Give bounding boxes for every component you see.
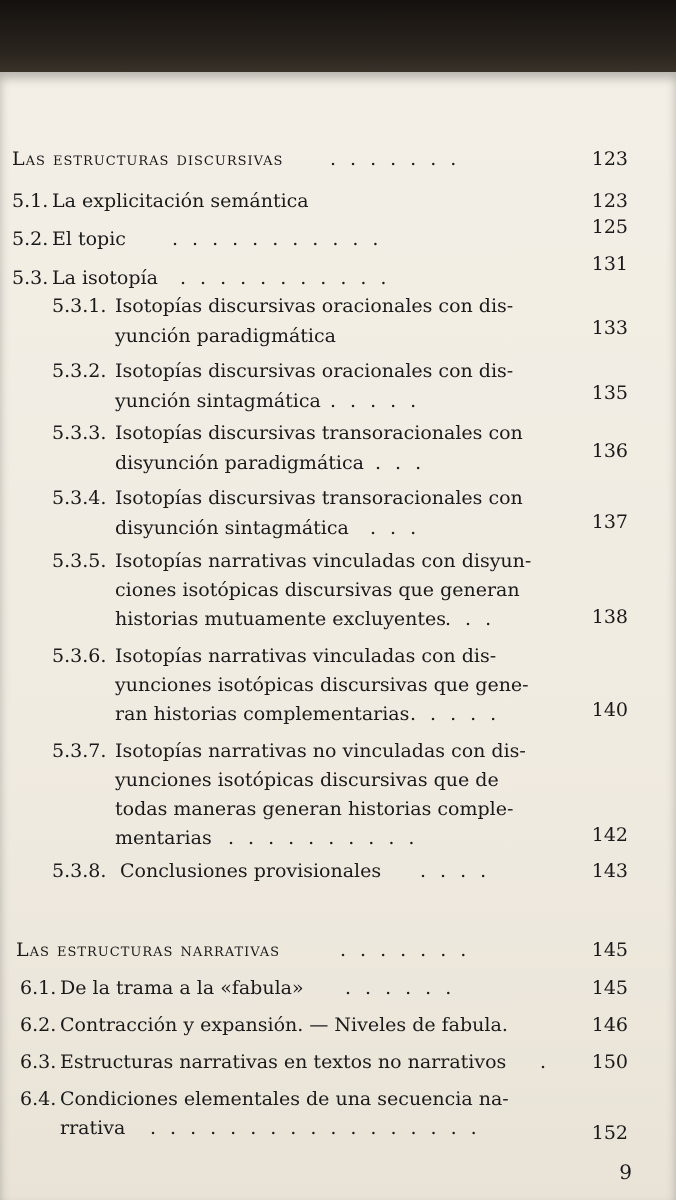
entry-number: 5.3.8. [52,860,107,882]
leader-dots: .... [420,860,501,882]
entry-line: yunción paradigmática [115,325,336,347]
entry-text: Las estructuras narrativas [16,939,281,961]
entry-text: Estructuras narrativas en textos no narrativos [60,1051,507,1073]
entry-line: yunciones isotópicas discursivas que gene- [115,674,529,696]
entry-number: 5.3.5. [52,550,107,572]
entry-line: Isotopías narrativas vinculadas con dis- [115,645,497,667]
entry-line: Isotopías discursivas transoracionales con [115,422,523,444]
entry-number: 6.1. [20,977,57,999]
entry-line: yunción sintagmática [115,390,321,412]
entry-line: Condiciones elementales de una secuencia na- [60,1088,509,1110]
entry-line: yunciones isotópicas discursivas que de [115,769,499,791]
entry-page: 142 [591,824,628,846]
entry-page: 131 [591,253,628,275]
entry-line: disyunción sintagmática [115,517,349,539]
entry-text: La explicitación semántica [52,190,309,212]
entry-line: Isotopías discursivas oracionales con dis- [115,295,514,317]
leader-dots: ....... [330,148,471,170]
leader-dots: ................. [150,1117,491,1139]
entry-page: 123 [591,148,628,170]
entry-number: 5.3.1. [52,295,107,317]
entry-line: disyunción paradigmática [115,452,364,474]
entry-text: Contracción y expansión. — Niveles de fabula. [60,1014,508,1036]
page-number: 9 [619,1160,632,1184]
entry-number: 5.3.6. [52,645,107,667]
entry-page: 152 [591,1122,628,1144]
leader-dots: ....... [340,939,481,961]
entry-page: 135 [591,382,628,404]
entry-page: 138 [591,606,628,628]
entry-text: De la trama a la «fabula» [60,977,304,999]
book-spine-shadow [0,0,676,75]
leader-dots: ........... [172,228,393,250]
entry-page: 133 [591,317,628,339]
entry-line: rrativa [60,1117,126,1139]
entry-number: 5.3.2. [52,360,107,382]
entry-page: 137 [591,511,628,533]
leader-dots: ... [445,608,506,630]
entry-text: Las estructuras discursivas [12,148,284,170]
entry-text: El topic [52,228,126,250]
entry-page: 123 [591,190,628,212]
entry-number: 6.2. [20,1014,57,1036]
entry-line: ciones isotópicas discursivas que generan [115,579,520,601]
entry-line: Isotopías narrativas vinculadas con disyun- [115,550,532,572]
entry-page: 125 [591,216,628,238]
entry-number: 6.4. [20,1088,57,1110]
entry-text: La isotopía [52,267,158,289]
entry-line: ran historias complementarias [115,703,410,725]
entry-line: Isotopías discursivas oracionales con dis- [115,360,514,382]
leader-dots: ... [370,517,431,539]
entry-page: 143 [591,860,628,882]
entry-number: 5.3.4. [52,487,107,509]
leader-dots: .......... [228,827,429,849]
entry-number: 5.3. [12,267,49,289]
entry-line: mentarias [115,827,212,849]
leader-dots: ... [375,452,436,474]
entry-number: 5.1. [12,190,49,212]
entry-line: historias mutuamente excluyentes [115,608,447,630]
leader-dots: ...... [345,977,466,999]
leader-dots: . [540,1051,561,1073]
entry-number: 5.3.3. [52,422,107,444]
leader-dots: ..... [410,703,511,725]
entry-text: Conclusiones provisionales [120,860,382,882]
entry-line: Isotopías narrativas no vinculadas con dis- [115,740,526,762]
entry-page: 145 [591,939,628,961]
leader-dots: ..... [330,390,431,412]
entry-page: 150 [591,1051,628,1073]
entry-number: 5.2. [12,228,49,250]
entry-number: 6.3. [20,1051,57,1073]
leader-dots: ........... [180,267,401,289]
entry-line: Isotopías discursivas transoracionales con [115,487,523,509]
entry-page: 146 [591,1014,628,1036]
entry-line: todas maneras generan historias comple- [115,798,514,820]
entry-page: 145 [591,977,628,999]
entry-number: 5.3.7. [52,740,107,762]
entry-page: 136 [591,440,628,462]
entry-page: 140 [591,699,628,721]
